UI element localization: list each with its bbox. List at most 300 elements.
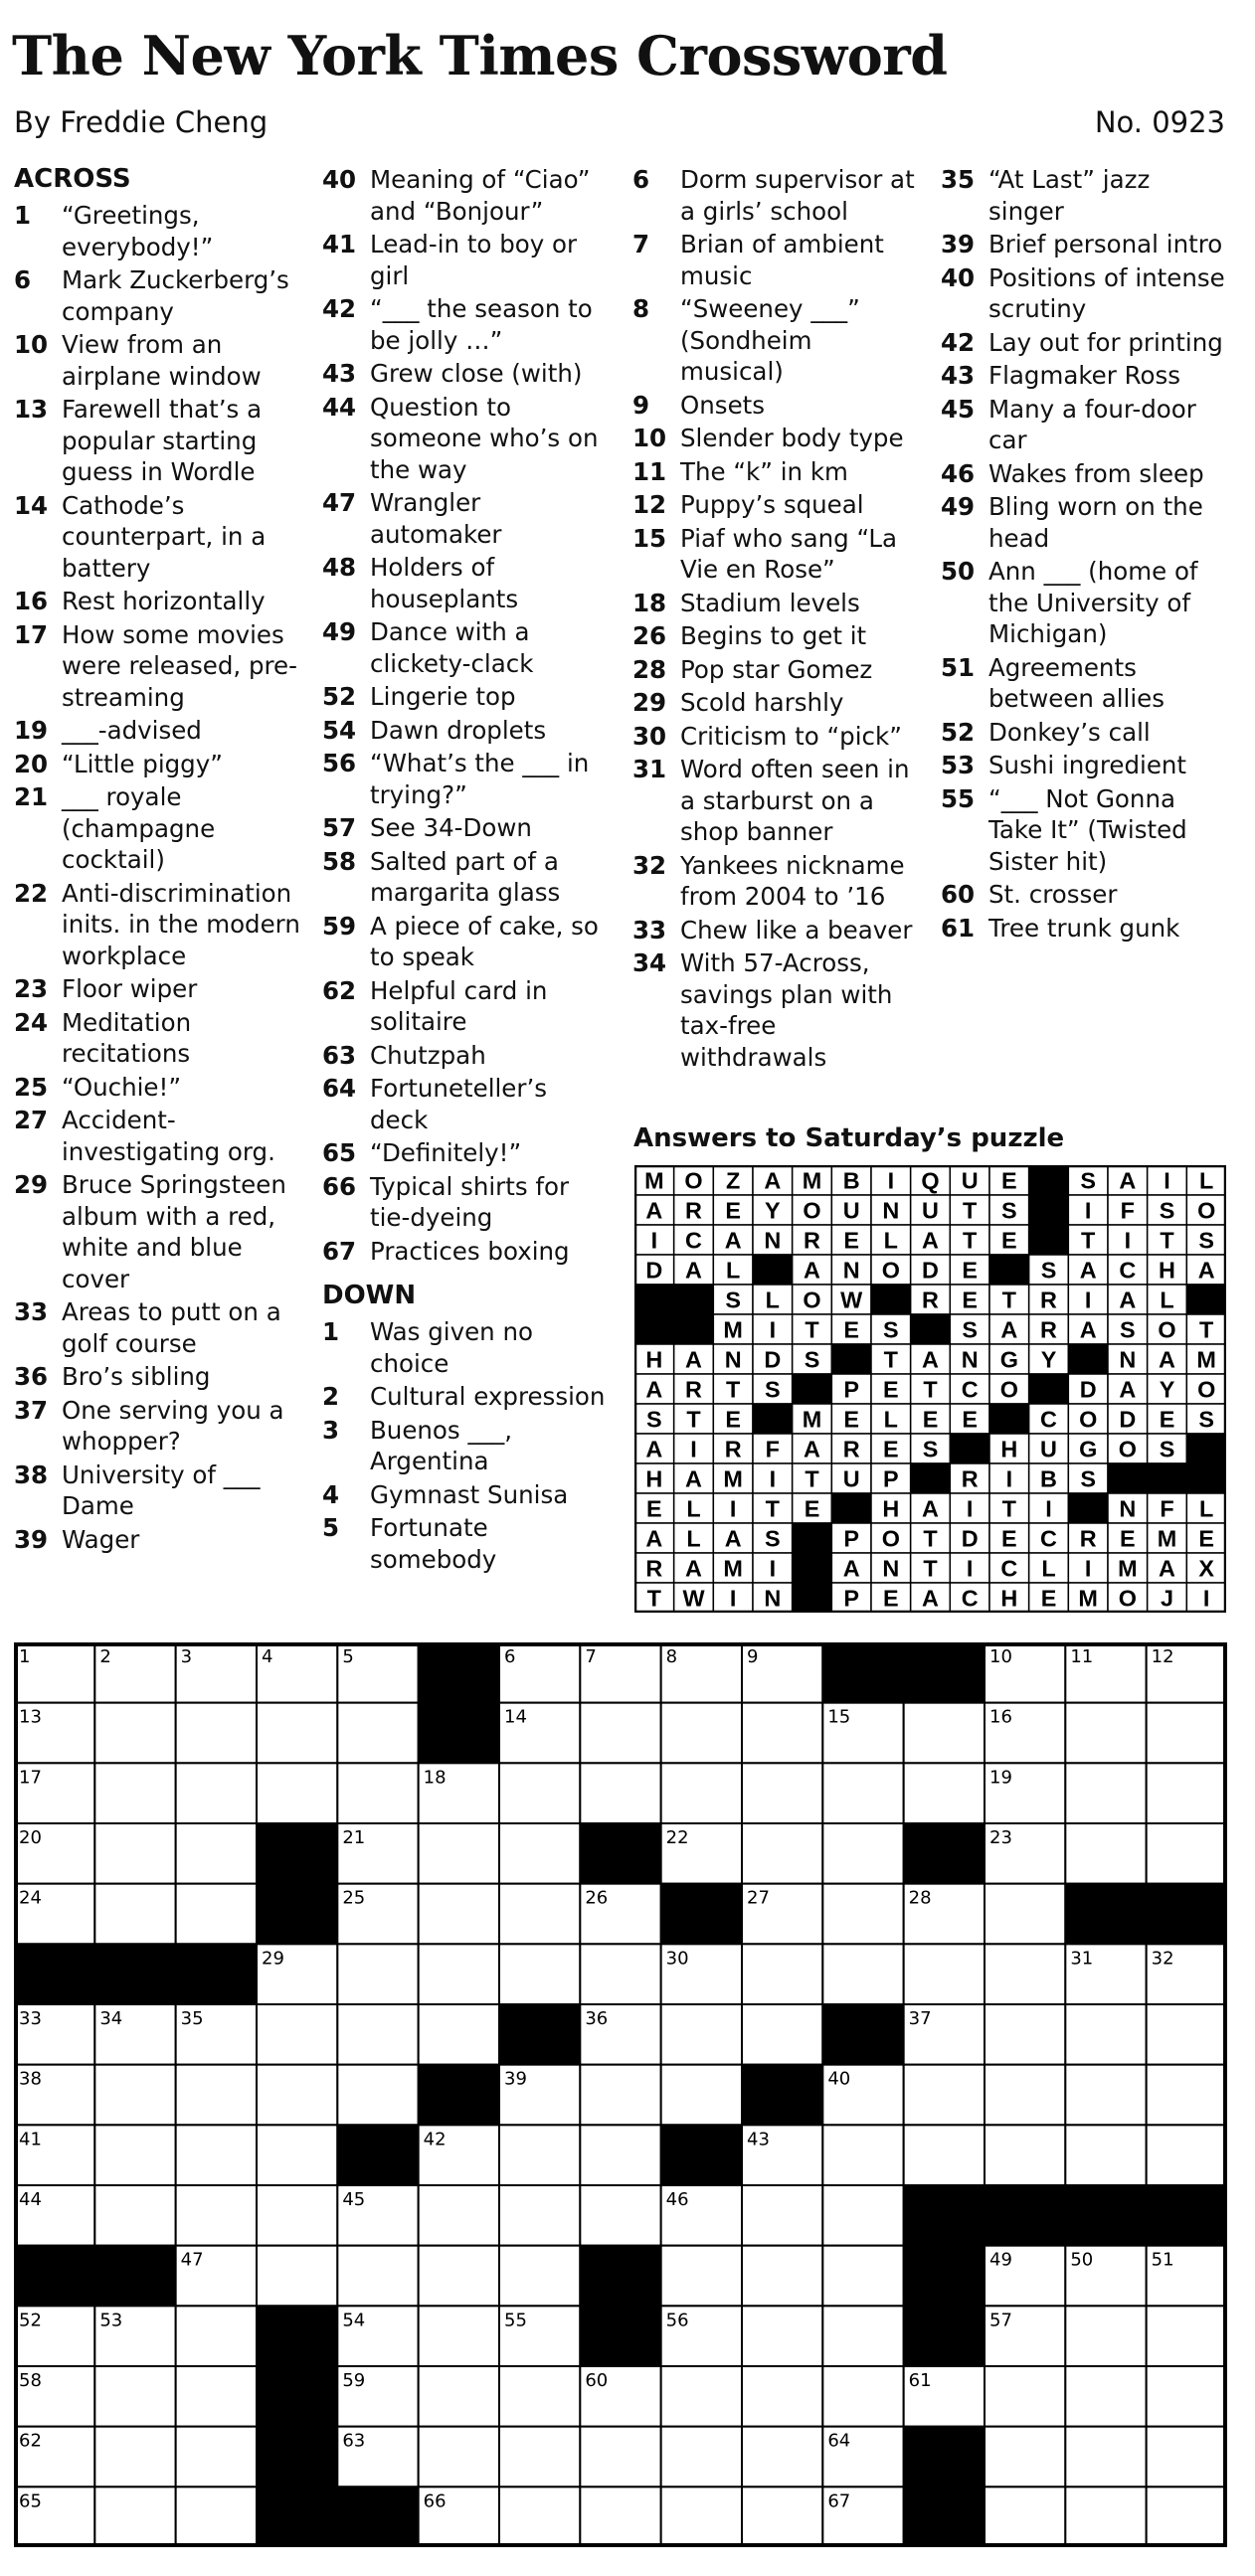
grid-cell[interactable] — [1147, 2065, 1227, 2126]
cell-number: 58 — [19, 2370, 42, 2391]
black-square — [499, 2004, 580, 2065]
grid-cell[interactable] — [822, 1823, 903, 1884]
across-clue-41 — [322, 229, 613, 291]
clue-text: Question to someone who’s on the way — [370, 392, 599, 484]
clue-text: How some movies were released, pre-streaming — [62, 619, 297, 712]
down-clue-33 — [632, 915, 921, 946]
down-clue-50 — [941, 556, 1229, 650]
across-clue-59 — [322, 911, 613, 973]
clue-text: Tree trunk gunk — [988, 913, 1180, 943]
answer-letter: E — [1159, 1406, 1175, 1433]
grid-cell[interactable] — [985, 2427, 1065, 2488]
answer-letter: S — [1080, 1465, 1096, 1492]
clue-text: Ann ___ (home of the University of Michigan) — [988, 557, 1198, 648]
clue-number: 24 — [14, 1007, 49, 1037]
clue-number: 25 — [14, 1072, 49, 1102]
grid-cell[interactable] — [1065, 2306, 1146, 2366]
clue-number: 27 — [14, 1106, 49, 1134]
grid-cell[interactable] — [742, 2487, 822, 2547]
clue-text: See 34-Down — [370, 813, 532, 842]
grid-cell[interactable] — [1065, 2004, 1146, 2065]
grid-cell[interactable] — [94, 1884, 175, 1945]
answer-letter: S — [1198, 1227, 1214, 1254]
cell-number: 45 — [342, 2189, 366, 2210]
grid-cell[interactable] — [742, 2427, 822, 2488]
grid-cell[interactable] — [94, 2366, 175, 2427]
clue-text: “Little piggy” — [62, 749, 223, 778]
crossword-grid — [14, 1642, 1227, 2547]
grid-cell[interactable] — [337, 2004, 418, 2065]
answer-letter: T — [805, 1316, 819, 1343]
clue-number: 52 — [322, 682, 357, 711]
clue-number: 43 — [941, 361, 976, 390]
down-clue-52 — [941, 717, 1229, 749]
grid-cell[interactable] — [1065, 2487, 1146, 2547]
clue-text: Typical shirts for tie-dyeing — [370, 1171, 570, 1232]
answer-letter: I — [729, 1495, 737, 1522]
grid-cell[interactable] — [176, 2185, 257, 2246]
grid-cell[interactable] — [822, 1884, 903, 1945]
answer-letter: I — [1164, 1167, 1170, 1194]
down-header: DOWN — [322, 1281, 417, 1310]
grid-cell[interactable] — [176, 2065, 257, 2126]
clue-text: Chew like a beaver — [680, 915, 913, 945]
down-clue-12 — [632, 489, 921, 521]
grid-cell[interactable] — [742, 2246, 822, 2307]
cell-number: 56 — [665, 2310, 689, 2331]
clue-number: 33 — [14, 1297, 49, 1326]
answer-letter: S — [725, 1287, 741, 1313]
clue-text: Cathode’s counterpart, in a battery — [62, 490, 267, 583]
grid-cell[interactable] — [985, 2065, 1065, 2126]
grid-cell[interactable] — [822, 1944, 903, 2004]
down-clue-8 — [632, 293, 921, 388]
clue-number: 12 — [632, 490, 667, 519]
grid-cell[interactable] — [1065, 2065, 1146, 2126]
grid-cell[interactable] — [257, 1703, 337, 1764]
grid-cell[interactable] — [822, 1763, 903, 1823]
grid-cell[interactable] — [580, 2487, 660, 2547]
down-clue-43 — [941, 360, 1229, 392]
grid-cell[interactable] — [176, 1823, 257, 1884]
grid-cell[interactable] — [337, 1944, 418, 2004]
clue-text: Grew close (with) — [370, 359, 583, 388]
clue-text: Dorm supervisor at a girls’ school — [680, 165, 915, 226]
clue-number: 1 — [322, 1317, 340, 1346]
answer-letter: A — [1000, 1316, 1018, 1343]
grid-cell[interactable] — [419, 2004, 499, 2065]
grid-cell[interactable] — [499, 2487, 580, 2547]
grid-cell[interactable] — [176, 1763, 257, 1823]
answer-black-square — [793, 1374, 832, 1404]
across-clue-list-continued — [322, 164, 613, 1267]
grid-cell[interactable] — [742, 1703, 822, 1764]
clue-number: 29 — [14, 1170, 49, 1199]
grid-cell[interactable] — [904, 1703, 985, 1764]
grid-cell[interactable] — [580, 2065, 660, 2126]
clue-text: Buenos ___, Argentina — [370, 1415, 513, 1475]
across-clue-62 — [322, 975, 613, 1038]
across-clue-1 — [14, 200, 310, 262]
grid-cell[interactable] — [499, 1884, 580, 1945]
across-clue-40 — [322, 164, 613, 227]
grid-cell[interactable] — [257, 2185, 337, 2246]
answer-letter: A — [724, 1227, 742, 1254]
grid-cell[interactable] — [176, 2487, 257, 2547]
grid-cell[interactable] — [419, 2185, 499, 2246]
answer-letter: H — [882, 1495, 900, 1522]
answer-black-square — [1108, 1463, 1148, 1493]
answer-letter: M — [1157, 1525, 1177, 1552]
grid-cell[interactable] — [661, 2004, 742, 2065]
answer-black-square — [1029, 1195, 1069, 1225]
grid-cell[interactable] — [1147, 2366, 1227, 2427]
grid-cell[interactable] — [822, 2366, 903, 2427]
grid-cell[interactable] — [1147, 2427, 1227, 2488]
clue-number: 33 — [632, 915, 667, 945]
grid-cell[interactable] — [1147, 2487, 1227, 2547]
cell-number: 39 — [504, 2068, 527, 2090]
clue-text: Meaning of “Ciao” and “Bonjour” — [370, 165, 591, 226]
black-square — [14, 1944, 94, 2004]
answer-letter: B — [1040, 1465, 1057, 1492]
clue-number: 31 — [632, 755, 667, 783]
answer-letter: L — [1041, 1555, 1056, 1582]
grid-cell[interactable] — [257, 2125, 337, 2185]
grid-cell[interactable] — [1147, 1703, 1227, 1764]
across-clue-33 — [14, 1296, 310, 1359]
clue-text: Puppy’s squeal — [680, 490, 864, 519]
cell-number: 29 — [262, 1948, 284, 1970]
answer-letter: A — [922, 1585, 939, 1612]
answer-letter: T — [686, 1406, 701, 1433]
grid-cell[interactable] — [176, 1884, 257, 1945]
grid-cell[interactable] — [742, 2306, 822, 2366]
across-clue-36 — [14, 1361, 310, 1393]
grid-cell[interactable] — [419, 2306, 499, 2366]
answer-letter: A — [1197, 1257, 1215, 1284]
cell-number: 51 — [1151, 2249, 1174, 2271]
grid-cell[interactable] — [1065, 1763, 1146, 1823]
grid-cell[interactable] — [742, 2004, 822, 2065]
grid-cell[interactable] — [419, 2366, 499, 2427]
clue-text: Positions of intense scrutiny — [988, 262, 1225, 323]
answer-letter: U — [961, 1167, 979, 1194]
grid-cell[interactable] — [176, 2306, 257, 2366]
grid-cell[interactable] — [94, 2185, 175, 2246]
grid-cell[interactable] — [742, 1944, 822, 2004]
cell-number: 1 — [19, 1646, 31, 1667]
grid-cell[interactable] — [419, 1823, 499, 1884]
grid-cell[interactable] — [742, 1823, 822, 1884]
cell-number: 67 — [827, 2490, 851, 2512]
answer-letter: R — [1079, 1525, 1097, 1552]
answer-letter: E — [1040, 1585, 1057, 1612]
answer-letter: O — [1079, 1406, 1098, 1433]
black-square — [580, 1823, 660, 1884]
across-clue-64 — [322, 1073, 613, 1135]
answer-letter: O — [684, 1167, 703, 1194]
black-square — [337, 2125, 418, 2185]
across-clue-16 — [14, 586, 310, 617]
answer-letter: T — [1001, 1287, 1016, 1313]
grid-cell[interactable] — [580, 1944, 660, 2004]
grid-cell[interactable] — [94, 1823, 175, 1884]
answer-letter: I — [650, 1227, 658, 1254]
grid-cell[interactable] — [419, 2427, 499, 2488]
answer-letter: P — [843, 1585, 859, 1612]
black-square — [94, 1944, 175, 2004]
grid-cell[interactable] — [257, 2004, 337, 2065]
answer-letter: C — [961, 1376, 979, 1403]
grid-cell[interactable] — [742, 1763, 822, 1823]
clue-text: Sushi ingredient — [988, 751, 1187, 779]
clue-text: Dance with a clickety-clack — [370, 617, 534, 678]
clue-number: 59 — [322, 911, 357, 941]
answer-letter: E — [962, 1287, 978, 1313]
grid-cell[interactable] — [985, 1884, 1065, 1945]
cell-number: 64 — [827, 2430, 851, 2452]
grid-cell[interactable] — [1065, 2366, 1146, 2427]
cell-number: 33 — [19, 2008, 42, 2029]
grid-cell[interactable] — [337, 1703, 418, 1764]
across-clue-47 — [322, 487, 613, 550]
grid-cell[interactable] — [1065, 2125, 1146, 2185]
cell-number: 10 — [989, 1646, 1012, 1667]
clue-text: Dawn droplets — [370, 715, 547, 745]
clue-text: With 57-Across, savings plan with tax-free withdrawals — [680, 948, 893, 1072]
answer-letter: A — [764, 1167, 782, 1194]
grid-cell[interactable] — [661, 1703, 742, 1764]
answer-letter: I — [729, 1585, 737, 1612]
grid-cell[interactable] — [985, 2366, 1065, 2427]
grid-cell[interactable] — [419, 2246, 499, 2307]
grid-cell[interactable] — [1065, 1823, 1146, 1884]
grid-cell[interactable] — [419, 1884, 499, 1945]
clue-number: 66 — [322, 1171, 357, 1201]
across-clue-17 — [14, 619, 310, 714]
grid-cell[interactable] — [661, 2366, 742, 2427]
grid-cell[interactable] — [499, 2246, 580, 2307]
answer-black-square — [911, 1463, 951, 1493]
down-clue-35 — [941, 164, 1229, 227]
answer-letter: E — [1001, 1167, 1017, 1194]
grid-cell[interactable] — [580, 1763, 660, 1823]
cell-number: 8 — [665, 1646, 678, 1667]
grid-cell[interactable] — [1065, 2427, 1146, 2488]
grid-cell[interactable] — [499, 1763, 580, 1823]
grid-cell[interactable] — [580, 2427, 660, 2488]
answer-letter: O — [1118, 1585, 1137, 1612]
cell-number: 65 — [19, 2490, 42, 2512]
grid-cell[interactable] — [419, 1944, 499, 2004]
grid-cell[interactable] — [580, 1703, 660, 1764]
grid-cell[interactable] — [94, 1703, 175, 1764]
grid-cell[interactable] — [499, 2185, 580, 2246]
grid-cell[interactable] — [499, 1944, 580, 2004]
answer-letter: I — [769, 1465, 777, 1492]
answer-letter: S — [922, 1436, 939, 1462]
across-clue-65 — [322, 1137, 613, 1169]
grid-cell[interactable] — [1147, 1763, 1227, 1823]
black-square — [257, 2427, 337, 2488]
clue-text: “Sweeney ___” (Sondheim musical) — [680, 294, 860, 386]
answer-letter: L — [726, 1257, 741, 1284]
clue-number: 48 — [322, 553, 357, 582]
grid-cell[interactable] — [94, 2125, 175, 2185]
grid-cell[interactable] — [1147, 1823, 1227, 1884]
answer-letter: P — [843, 1376, 859, 1403]
grid-cell[interactable] — [1147, 2004, 1227, 2065]
answer-letter: H — [1159, 1257, 1175, 1284]
answer-black-square — [1068, 1493, 1108, 1523]
answer-letter: E — [1001, 1525, 1017, 1552]
answer-letter: A — [645, 1525, 663, 1552]
grid-cell[interactable] — [661, 2487, 742, 2547]
grid-cell[interactable] — [985, 1944, 1065, 2004]
clue-number: 53 — [941, 751, 976, 779]
answer-letter: M — [802, 1167, 822, 1194]
grid-cell[interactable] — [176, 1703, 257, 1764]
cell-number: 52 — [19, 2310, 42, 2331]
grid-cell[interactable] — [499, 1823, 580, 1884]
answer-black-square — [634, 1314, 674, 1344]
across-clue-10 — [14, 329, 310, 392]
grid-cell[interactable] — [176, 2427, 257, 2488]
grid-cell[interactable] — [904, 1763, 985, 1823]
grid-cell[interactable] — [94, 2487, 175, 2547]
black-square — [822, 1642, 903, 1703]
grid-cell[interactable] — [499, 2125, 580, 2185]
grid-cell[interactable] — [822, 2306, 903, 2366]
clue-column-4 — [941, 164, 1229, 945]
clue-number: 56 — [322, 749, 357, 777]
grid-cell[interactable] — [580, 2125, 660, 2185]
grid-cell[interactable] — [176, 2366, 257, 2427]
grid-cell[interactable] — [337, 1763, 418, 1823]
grid-cell[interactable] — [176, 2125, 257, 2185]
cell-number: 2 — [99, 1646, 111, 1667]
grid-cell[interactable] — [904, 2065, 985, 2126]
grid-cell[interactable] — [499, 2366, 580, 2427]
answer-letter: Z — [726, 1167, 741, 1194]
grid-cell[interactable] — [822, 2246, 903, 2307]
grid-cell[interactable] — [94, 2427, 175, 2488]
answer-letter: S — [646, 1406, 662, 1433]
cell-number: 49 — [989, 2249, 1012, 2271]
clue-text: Mark Zuckerberg’s company — [62, 265, 289, 326]
grid-cell[interactable] — [661, 2246, 742, 2307]
grid-cell[interactable] — [1065, 1703, 1146, 1764]
clue-number: 43 — [322, 359, 357, 388]
grid-cell[interactable] — [580, 2185, 660, 2246]
clue-text: Gymnast Sunisa — [370, 1479, 569, 1509]
clue-number: 38 — [14, 1460, 49, 1489]
answer-letter: Y — [1040, 1346, 1057, 1373]
grid-cell[interactable] — [257, 2065, 337, 2126]
clue-text: Holders of houseplants — [370, 553, 519, 613]
answer-letter: N — [764, 1585, 782, 1612]
clue-number: 30 — [632, 721, 667, 751]
answer-letter: L — [686, 1495, 701, 1522]
grid-cell[interactable] — [985, 2487, 1065, 2547]
grid-cell[interactable] — [985, 2004, 1065, 2065]
cell-number: 40 — [827, 2068, 851, 2090]
answer-letter: O — [1158, 1316, 1176, 1343]
grid-cell[interactable] — [822, 2185, 903, 2246]
clue-text: Lay out for printing — [988, 327, 1223, 357]
cell-number: 17 — [19, 1767, 42, 1789]
answer-letter: I — [1124, 1227, 1132, 1254]
answer-letter: A — [685, 1346, 702, 1373]
clue-number: 23 — [14, 974, 49, 1003]
answer-letter: U — [1040, 1436, 1057, 1462]
grid-cell[interactable] — [904, 2125, 985, 2185]
answer-black-square — [989, 1404, 1029, 1434]
grid-cell[interactable] — [661, 1763, 742, 1823]
grid-cell[interactable] — [985, 2125, 1065, 2185]
answer-black-square — [753, 1404, 793, 1434]
cell-number: 48 — [585, 2249, 609, 2271]
black-square — [419, 1642, 499, 1703]
grid-cell[interactable] — [94, 2065, 175, 2126]
clue-text: Areas to putt on a golf course — [62, 1297, 281, 1358]
answer-letter: O — [999, 1376, 1018, 1403]
grid-cell[interactable] — [1147, 2125, 1227, 2185]
down-clue-55 — [941, 783, 1229, 878]
grid-cell[interactable] — [257, 1763, 337, 1823]
down-clue-4 — [322, 1479, 613, 1511]
grid-cell[interactable] — [337, 2246, 418, 2307]
cell-number: 59 — [342, 2370, 366, 2391]
answer-letter: T — [923, 1376, 938, 1403]
cell-number: 13 — [19, 1706, 42, 1728]
answer-letter: S — [1159, 1197, 1175, 1224]
clue-number: 39 — [941, 230, 976, 258]
grid-cell[interactable] — [661, 2065, 742, 2126]
down-clue-3 — [322, 1415, 613, 1477]
answer-letter: J — [1160, 1585, 1174, 1612]
answer-letter: E — [725, 1406, 741, 1433]
black-square — [904, 2185, 985, 2246]
clue-number: 10 — [14, 330, 49, 359]
clue-text: Pop star Gomez — [680, 654, 873, 684]
cell-number: 19 — [989, 1767, 1012, 1789]
grid-cell[interactable] — [257, 2246, 337, 2307]
grid-cell[interactable] — [94, 1763, 175, 1823]
answer-black-square — [831, 1493, 871, 1523]
answer-letter: M — [1196, 1346, 1216, 1373]
black-square — [904, 2246, 985, 2307]
grid-cell[interactable] — [337, 2065, 418, 2126]
grid-cell[interactable] — [822, 2125, 903, 2185]
answer-black-square — [674, 1314, 714, 1344]
grid-cell[interactable] — [499, 2427, 580, 2488]
grid-cell[interactable] — [742, 2366, 822, 2427]
clue-text: Chutzpah — [370, 1040, 486, 1070]
grid-cell[interactable] — [661, 2427, 742, 2488]
clue-number: 11 — [632, 456, 667, 486]
answer-letter: R — [685, 1376, 702, 1403]
grid-cell[interactable] — [742, 2185, 822, 2246]
grid-cell[interactable] — [1147, 2306, 1227, 2366]
answer-letter: Q — [921, 1167, 940, 1194]
answer-letter: T — [883, 1346, 898, 1373]
answer-letter: T — [805, 1465, 819, 1492]
clue-number: 4 — [322, 1479, 340, 1509]
grid-cell[interactable] — [904, 1944, 985, 2004]
down-clue-6 — [632, 164, 921, 227]
